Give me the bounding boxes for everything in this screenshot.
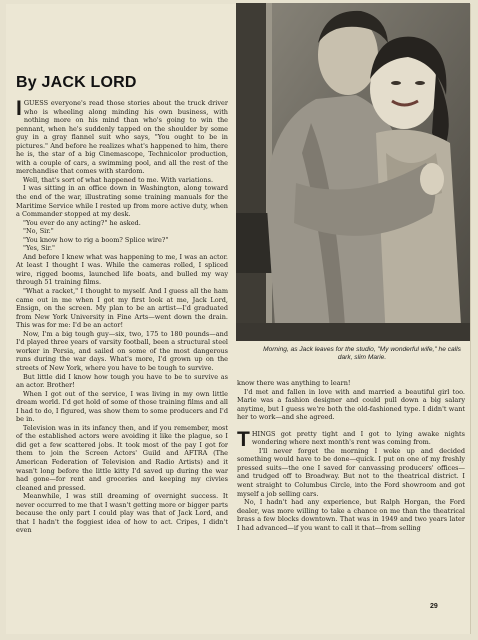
paragraph: And before I knew what was happening to me, I was an actor. At least I thought I was. While the cameras rolled, I spliced wire, rigged booms, launched life boats, and bulled my way through 51 training films. bbox=[16, 252, 228, 287]
article-column-left bbox=[16, 99, 228, 535]
paragraph: "Yes, Sir." bbox=[23, 244, 56, 253]
paragraph: "No, Sir." bbox=[23, 227, 54, 236]
paragraph: "You ever do any acting?" he asked. bbox=[23, 218, 141, 227]
paragraph: "What a racket," I thought to myself. And I guess all the ham came out in me when I got my first look at me, Jack Lord, Ensign, on the screen. My plan to be an artist—I'd graduated from New York University in Fine Arts—went down the drain. This was for me: I'd be an actor! bbox=[16, 287, 228, 330]
paragraph: I'd met and fallen in love with and married a beautiful girl too. Marie was a fashion designer and could pull down a big salary anytime, but I guess we're both the old-fashioned type. I didn't want her to work—and she agreed. bbox=[237, 387, 465, 422]
drop-cap: I bbox=[16, 97, 22, 120]
paragraph: Now, I'm a big tough guy—six, two, 175 to 180 pounds—and I'd played three years of varsity football, been a structural steel worker in Persia, and sailed on some of the most dangerous runs during the war days. What's more, I'd grown up on the streets of New York, where you have to be tough to survive. bbox=[16, 329, 228, 372]
paragraph: No, I hadn't had any experience, but Ralph Horgan, the Ford dealer, was more willing to take a chance on me than the theatrical brass a few blocks downtown. That was in 1949 and two years later I had advanced—if you want to call it that—from selling bbox=[237, 498, 465, 532]
paragraph: I'll never forget the morning I woke up and decided something would have to be done—quick. I put on one of my freshly pressed suits—the one I saved for canvassing producers' offices—and trudged off to Broadway. But not to the theatrical district. I went straight to Columbus Circle, into the Ford showroom and got myself a job selling cars. bbox=[237, 446, 465, 498]
paragraph: Well, that's sort of what happened to me. With variations. bbox=[23, 175, 214, 184]
page-number: 29 bbox=[430, 603, 438, 610]
paragraph: "You know how to rig a boom? Splice wire?" bbox=[23, 235, 169, 244]
paragraph: know there was anything to learn! bbox=[237, 379, 351, 387]
paragraph: When I got out of the service, I was living in my own little dream world. I'd get hold of some of those training films and all I had to do, I figured, was show them to some producers and I'd be in. bbox=[16, 389, 228, 424]
couple-photo bbox=[236, 3, 470, 341]
article-column-right bbox=[237, 379, 465, 532]
paragraph: Television was in its infancy then, and if you remember, most of the established actors were avoiding it like the plague, so I did get a few scattered jobs. It took most of the pay I got for them to join the Screen Actors' Guild and AFTRA (The American Federation of Television and Radio Artists) and it wasn't long before the little kitty I'd saved up during the war had gone—for rent and groceries and keeping my civvies cleaned and pressed. bbox=[16, 423, 228, 492]
drop-cap: T bbox=[237, 427, 250, 451]
byline: By JACK LORD bbox=[16, 74, 137, 91]
photo-caption: Morning, as Jack leaves for the studio, "My wonderful wife," he calls dark, slim Marie. bbox=[263, 346, 461, 361]
paragraph: Meanwhile, I was still dreaming of overnight success. It never occurred to me that I wasn't getting more or bigger parts because the only part I could play was that of Jack Lord, and that I hadn't the foggiest idea of how to act. Cripes, I didn't even bbox=[16, 492, 228, 535]
paragraph: THINGS got pretty tight and I got to lying awake nights wondering where next month's rent was coming from. bbox=[237, 427, 465, 451]
paragraph: I was sitting in an office down in Washington, along toward the end of the war, illustrating some training manuals for the Maritime Service while I rested up from more active duty, when a Commander stopped at my desk. bbox=[16, 184, 228, 219]
paragraph: IGUESS everyone's read those stories about the truck driver who is wheeling along minding his own business, with nothing more on his mind than who's going to win the pennant, when he's suddenly tapped on the shoulder by some guy in a gray flannel suit who says, "You ought to be in pictures." And before he realizes what's happened to him, there he is, the star of a big Cinemascope, Technicolor production, with a couple of cars, a swimming pool, and all the rest of the merchandise that comes with stardom. bbox=[16, 97, 228, 176]
paragraph: But little did I know how tough you have to be to survive as an actor. Brother! bbox=[16, 372, 228, 390]
